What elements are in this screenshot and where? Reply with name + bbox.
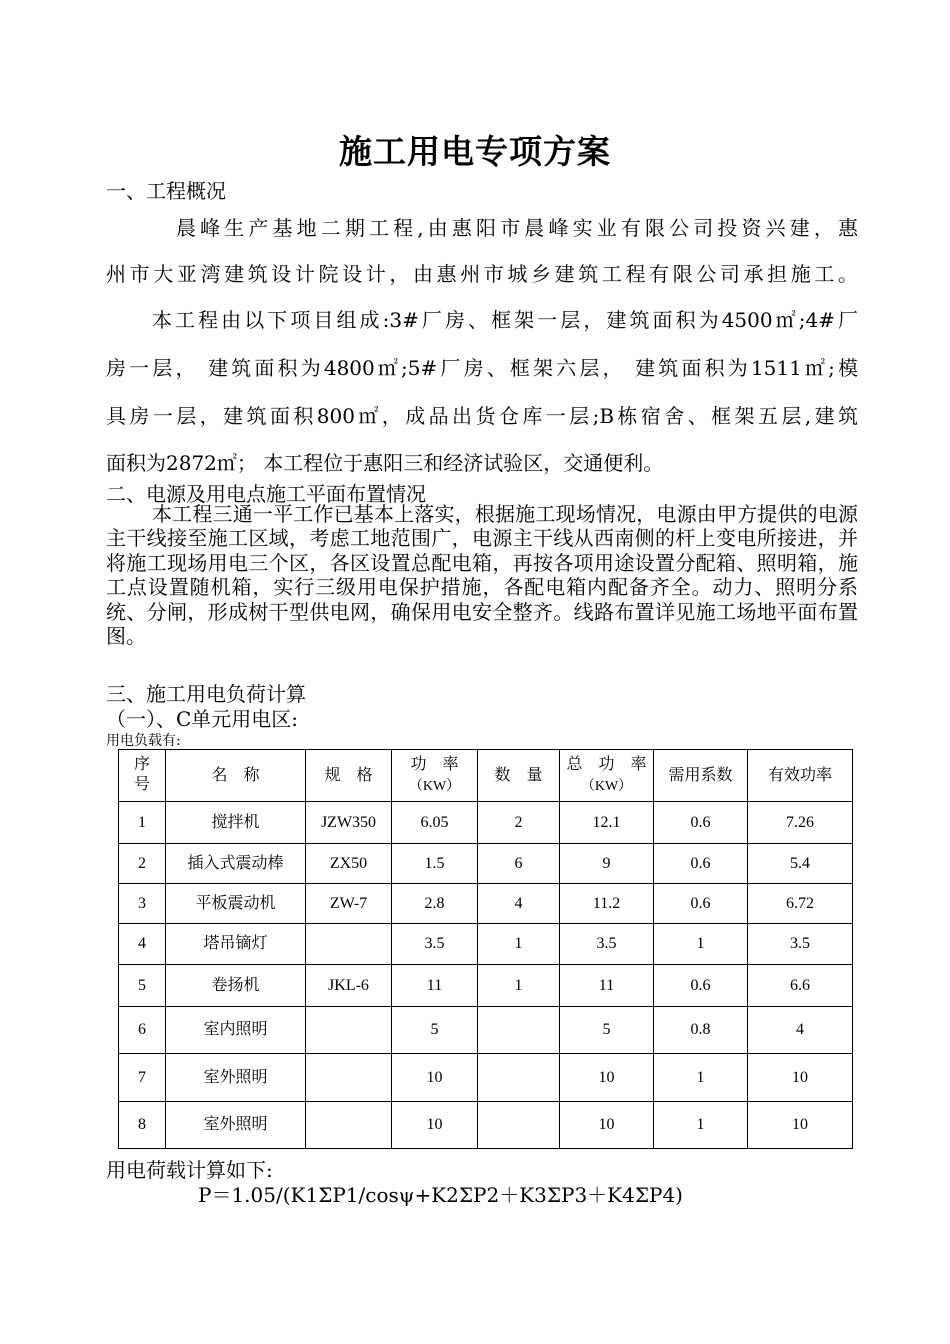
cell-name: 搅拌机 [166, 802, 306, 844]
cell-eff: 4 [748, 1007, 853, 1054]
cell-qty: 1 [478, 924, 560, 965]
cell-qty: 6 [478, 844, 560, 884]
cell-eff: 5.4 [748, 844, 853, 884]
document-title: 施工用电专项方案 [339, 132, 611, 171]
cell-total: 10 [560, 1054, 654, 1102]
cell-name: 室外照明 [166, 1054, 306, 1102]
cell-no: 5 [119, 965, 166, 1007]
cell-spec [306, 1102, 392, 1149]
cell-coef: 1 [654, 1102, 748, 1149]
header-name: 名 称 [166, 750, 306, 802]
header-total: 总 功 率 （KW） [560, 750, 654, 802]
header-qty: 数 量 [478, 750, 560, 802]
cell-power: 6.05 [392, 802, 478, 844]
cell-eff: 3.5 [748, 924, 853, 965]
table-row [119, 1007, 853, 1054]
cell-coef: 1 [654, 924, 748, 965]
cell-eff: 10 [748, 1102, 853, 1149]
table-row [119, 802, 853, 844]
cell-total: 5 [560, 1007, 654, 1054]
cell-total: 9 [560, 844, 654, 884]
table-header-row [119, 750, 853, 802]
header-spec: 规 格 [306, 750, 392, 802]
cell-total: 11 [560, 965, 654, 1007]
cell-eff: 6.72 [748, 884, 853, 924]
cell-no: 4 [119, 924, 166, 965]
section-3-subheading: （一）、C单元用电区: [106, 707, 299, 731]
section-1-line-6: 面积为2872㎡； 本工程位于惠阳三和经济试验区，交通便利。 [106, 451, 664, 475]
cell-power: 10 [392, 1054, 478, 1102]
cell-coef: 0.6 [654, 965, 748, 1007]
cell-total: 11.2 [560, 884, 654, 924]
cell-spec: ZX50 [306, 844, 392, 884]
header-eff: 有效功率 [748, 750, 853, 802]
cell-spec [306, 924, 392, 965]
load-formula: P＝1.05/(K1ΣP1/cosψ+K2ΣP2＋K3ΣP3＋K4ΣP4) [198, 1183, 683, 1207]
calc-intro: 用电荷载计算如下: [106, 1158, 273, 1182]
cell-eff: 10 [748, 1054, 853, 1102]
section-1-line-4: 房一层， 建筑面积为4800㎡;5#厂房、框架六层， 建筑面积为1511㎡;模 [106, 356, 858, 380]
section-1-line-5: 具房一层，建筑面积800㎡，成品出货仓库一层;B栋宿舍、框架五层,建筑 [106, 404, 858, 428]
table-row [119, 1054, 853, 1102]
cell-coef: 0.6 [654, 884, 748, 924]
cell-no: 1 [119, 802, 166, 844]
cell-coef: 0.8 [654, 1007, 748, 1054]
section-2-paragraph: 本工程三通一平工作已基本上落实，根据施工现场情况，电源由甲方提供的电源主干线接至施工区域，考虑工地范围广，电源主干线从西南侧的杆上变电所接进，并将施工现场用电三个区，各区设置总配电箱，再按各项用途设置分配箱、照明箱，施工点设置随机箱，实行三级用电保护措施，各配电箱内配备齐全。动力、照明分系统、分闸，形成树干型供电网，确保用电安全整齐。线路布置详见施工场地平面布置图。 [106, 502, 858, 649]
cell-qty: 2 [478, 802, 560, 844]
section-3-heading: 三、施工用电负荷计算 [106, 682, 306, 706]
section-1-line-3: 本工程由以下项目组成:3#厂房、框架一层，建筑面积为4500㎡;4#厂 [152, 308, 858, 332]
cell-spec: JKL-6 [306, 965, 392, 1007]
table-row [119, 965, 853, 1007]
cell-power: 5 [392, 1007, 478, 1054]
cell-name: 卷扬机 [166, 965, 306, 1007]
cell-name: 平板震动机 [166, 884, 306, 924]
header-coef: 需用系数 [654, 750, 748, 802]
cell-power: 3.5 [392, 924, 478, 965]
cell-name: 室外照明 [166, 1102, 306, 1149]
cell-no: 6 [119, 1007, 166, 1054]
cell-total: 3.5 [560, 924, 654, 965]
header-power: 功 率 （KW） [392, 750, 478, 802]
cell-eff: 7.26 [748, 802, 853, 844]
cell-qty: 1 [478, 965, 560, 1007]
cell-spec: ZW-7 [306, 884, 392, 924]
section-2-heading: 二、电源及用电点施工平面布置情况 [106, 482, 426, 506]
section-1-heading: 一、工程概况 [106, 179, 226, 203]
cell-power: 2.8 [392, 884, 478, 924]
cell-qty [478, 1054, 560, 1102]
cell-name: 插入式震动棒 [166, 844, 306, 884]
cell-eff: 6.6 [748, 965, 853, 1007]
table-caption: 用电负载有: [106, 733, 181, 749]
cell-qty [478, 1007, 560, 1054]
cell-coef: 0.6 [654, 844, 748, 884]
cell-power: 1.5 [392, 844, 478, 884]
cell-spec [306, 1054, 392, 1102]
section-1-line-2: 州市大亚湾建筑设计院设计，由惠州市城乡建筑工程有限公司承担施工。 [106, 262, 858, 286]
cell-total: 10 [560, 1102, 654, 1149]
header-no: 序号 [119, 750, 166, 802]
load-table [118, 749, 853, 1149]
table-row [119, 884, 853, 924]
section-1-line-1: 晨峰生产基地二期工程,由惠阳市晨峰实业有限公司投资兴建，惠 [176, 216, 858, 240]
cell-no: 7 [119, 1054, 166, 1102]
cell-qty [478, 1102, 560, 1149]
cell-no: 2 [119, 844, 166, 884]
cell-power: 10 [392, 1102, 478, 1149]
cell-coef: 1 [654, 1054, 748, 1102]
cell-no: 8 [119, 1102, 166, 1149]
cell-spec [306, 1007, 392, 1054]
cell-coef: 0.6 [654, 802, 748, 844]
cell-spec: JZW350 [306, 802, 392, 844]
cell-power: 11 [392, 965, 478, 1007]
cell-total: 12.1 [560, 802, 654, 844]
table-row [119, 924, 853, 965]
cell-qty: 4 [478, 884, 560, 924]
cell-name: 塔吊镝灯 [166, 924, 306, 965]
cell-name: 室内照明 [166, 1007, 306, 1054]
table-row [119, 844, 853, 884]
cell-no: 3 [119, 884, 166, 924]
table-row [119, 1102, 853, 1149]
